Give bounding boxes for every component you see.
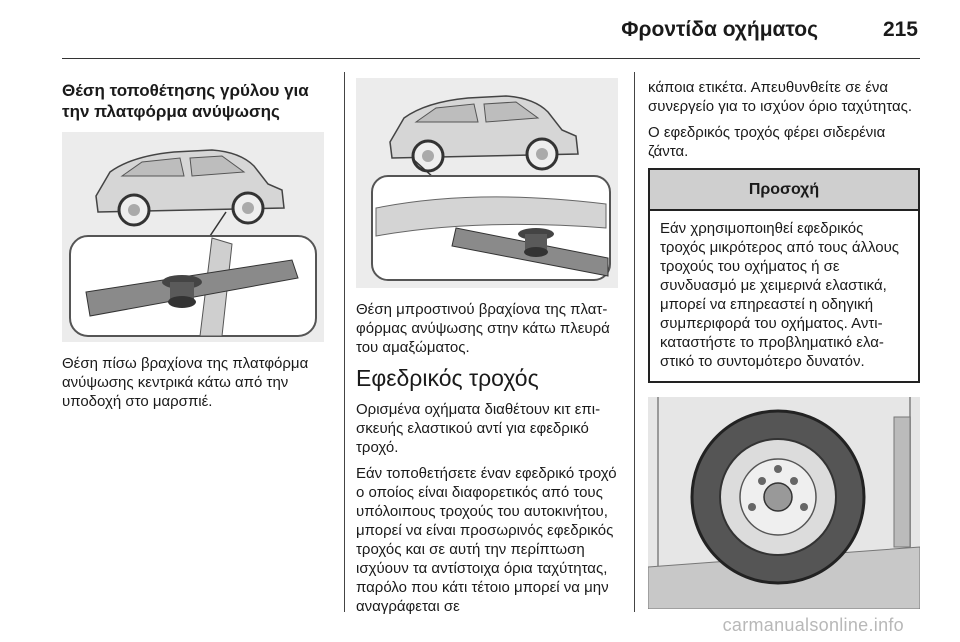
spare-wheel-para-1: Ορισμένα οχήματα διαθέτουν κιτ επισκευής ελαστικού αντί για εφεδρικό τροχό. <box>356 401 601 456</box>
header-rule <box>62 58 920 59</box>
front-jack-point-illustration-icon <box>356 78 618 288</box>
rear-jack-caption: Θέση πίσω βραχίονα της πλατφόρμα ανύψωσης κεντρικά κάτω από την υποδοχή στο μαρσπιέ. <box>62 355 309 410</box>
caution-title: Προσοχή <box>650 170 918 211</box>
spare-wheel-section-title: Εφεδρικός τροχός <box>356 365 539 391</box>
spare-wheel-illustration-icon <box>648 397 920 609</box>
page-number: 215 <box>882 18 918 41</box>
left-column <box>62 80 324 418</box>
front-jack-caption: Θέση μπροστινού βραχίονα της πλατφόρμας ανύψωσης στην κάτω πλευρά του αμαξώματος. <box>356 301 610 356</box>
spare-wheel-para-2: Εάν τοποθετήσετε έναν εφεδρικό τροχό ο οποίος είναι διαφορετικός από τους υπόλοιπους τροχούς του αυτοκινήτου, μπορεί να είναι προσωρινός εφεδρικός τροχός και σε αυτή την περίπτωση ισχύουν τα αντίστοιχα όρια ταχύτητας, παρόλο που κάτι τέτοιο μπορεί να μην αναγράφεται σε <box>356 465 617 615</box>
caution-box <box>648 168 920 383</box>
page-header-title: Φροντίδα οχήματος <box>621 18 818 41</box>
steel-rim-para: Ο εφεδρικός τροχός φέρει σιδερένια ζάντα. <box>648 124 886 160</box>
jack-position-heading: Θέση τοποθέτησης γρύλου για την πλατφόρμα ανύψωσης <box>62 81 309 121</box>
column-divider-right <box>634 72 635 612</box>
speed-limit-para: κάποια ετικέτα. Απευθυνθείτε σε ένα συνεργείο για το ισχύον όριο ταχύτητας. <box>648 79 913 115</box>
caution-text: Εάν χρησιμοποιηθεί εφεδρικός τροχός μικρότερος από τους άλλους τροχούς του οχήματος ή σε συνδυασμό με χειμερινά ελαστικά, μπορεί να επηρεαστεί η οδηγική συμπεριφορά του οχήματος. Αντικαταστήστε το προβληματικό ελαστικό το συντομότερο δυνατόν. <box>660 220 900 370</box>
rear-jack-point-illustration-icon <box>62 132 324 342</box>
middle-column <box>356 78 624 623</box>
right-column <box>648 78 920 609</box>
column-divider-left <box>344 72 345 612</box>
footer-watermark: carmanualsonline.info <box>722 615 904 635</box>
